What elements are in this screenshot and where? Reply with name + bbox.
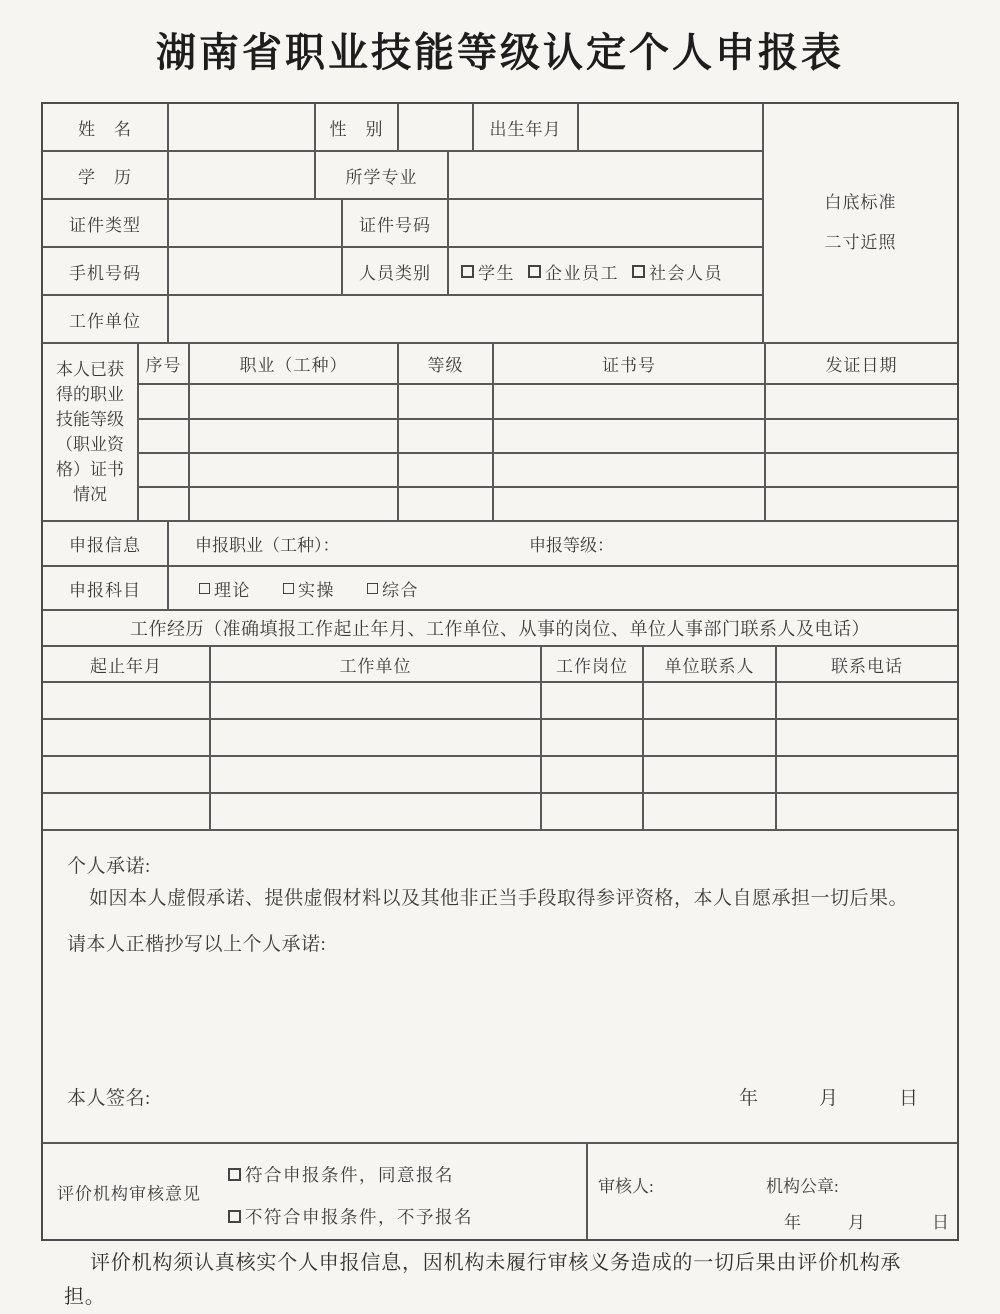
checkbox-theory-icon[interactable]	[199, 583, 210, 594]
cert-cell[interactable]	[398, 419, 493, 453]
application-info-label: 申报信息	[42, 521, 168, 566]
cert-cell[interactable]	[493, 419, 765, 453]
id-type-label: 证件类型	[42, 199, 168, 247]
education-label: 学 历	[42, 151, 168, 199]
cert-col-occupation: 职业（工种）	[189, 343, 398, 384]
gender-input-cell[interactable]	[398, 103, 473, 151]
signature-day-label: 日	[899, 1088, 919, 1109]
checkbox-employee-icon[interactable]	[528, 265, 541, 278]
work-history-banner: 工作经历（准确填报工作起止年月、工作单位、从事的岗位、单位人事部门联系人及电话）	[42, 610, 958, 646]
work-cell[interactable]	[210, 756, 541, 793]
work-col-position: 工作岗位	[541, 646, 643, 682]
person-type-label: 人员类别	[342, 247, 448, 295]
commitment-heading: 个人承诺:	[67, 856, 151, 877]
form-title: 湖南省职业技能等级认定个人申报表	[156, 31, 844, 75]
education-input-cell[interactable]	[168, 151, 315, 199]
birth-label: 出生年月	[473, 103, 578, 151]
commitment-box	[42, 830, 958, 1143]
phone-input-cell[interactable]	[168, 247, 342, 295]
work-cell[interactable]	[541, 793, 643, 830]
application-info-cell[interactable]	[168, 521, 958, 566]
person-type-option-public	[632, 259, 723, 284]
option-label: 符合申报条件，同意报名	[245, 1165, 454, 1185]
cert-cell[interactable]	[189, 384, 398, 419]
work-cell[interactable]	[643, 719, 776, 756]
checkbox-approve-icon[interactable]	[228, 1168, 241, 1181]
cert-cell[interactable]	[138, 419, 189, 453]
subject-option-comprehensive	[367, 576, 419, 601]
work-cell[interactable]	[42, 719, 210, 756]
person-type-option-employee	[528, 259, 619, 284]
review-year-label: 年	[784, 1213, 801, 1232]
id-type-input-cell[interactable]	[168, 199, 342, 247]
cert-cell[interactable]	[398, 487, 493, 521]
cert-cell[interactable]	[493, 487, 765, 521]
cert-cell[interactable]	[189, 487, 398, 521]
work-cell[interactable]	[643, 756, 776, 793]
cert-cell[interactable]	[189, 419, 398, 453]
work-cell[interactable]	[541, 682, 643, 719]
major-input-cell[interactable]	[448, 151, 763, 199]
person-type-options-cell	[448, 247, 763, 295]
major-label: 所学专业	[315, 151, 448, 199]
signature-year-label: 年	[739, 1088, 759, 1109]
photo-box	[763, 103, 958, 343]
review-left-cell	[42, 1143, 587, 1240]
work-cell[interactable]	[42, 682, 210, 719]
review-month-label: 月	[848, 1213, 865, 1232]
option-label: 实操	[298, 580, 335, 600]
work-cell[interactable]	[643, 793, 776, 830]
name-label: 姓 名	[42, 103, 168, 151]
work-col-employer: 工作单位	[210, 646, 541, 682]
work-cell[interactable]	[541, 719, 643, 756]
cert-cell[interactable]	[189, 453, 398, 487]
phone-label: 手机号码	[42, 247, 168, 295]
work-cell[interactable]	[42, 756, 210, 793]
work-cell[interactable]	[776, 719, 958, 756]
review-label: 评价机构审核意见	[57, 1184, 201, 1203]
person-type-option-student	[461, 259, 515, 284]
birth-input-cell[interactable]	[578, 103, 763, 151]
cert-cell[interactable]	[138, 487, 189, 521]
checkbox-comprehensive-icon[interactable]	[367, 583, 378, 594]
checkbox-public-icon[interactable]	[632, 265, 645, 278]
cert-cell[interactable]	[138, 453, 189, 487]
certificates-section-label: 本人已获得的职业技能等级（职业资格）证书情况	[42, 343, 138, 521]
work-cell[interactable]	[42, 793, 210, 830]
cert-cell[interactable]	[765, 487, 958, 521]
checkbox-practical-icon[interactable]	[283, 583, 294, 594]
work-col-period: 起止年月	[42, 646, 210, 682]
subject-option-theory	[199, 576, 251, 601]
commitment-body: 如因本人虚假承诺、提供虚假材料以及其他非正当手段取得参评资格，本人自愿承担一切后果。	[89, 888, 909, 909]
subject-options-cell	[168, 566, 958, 610]
application-occupation-label: 申报职业（工种）：	[195, 536, 340, 555]
review-day-label: 日	[932, 1213, 949, 1232]
cert-cell[interactable]	[138, 384, 189, 419]
option-label: 综合	[382, 580, 419, 600]
review-option-approve	[228, 1162, 454, 1187]
signature-label: 本人签名:	[67, 1088, 151, 1109]
reviewer-label: 审核人:	[598, 1177, 654, 1196]
work-cell[interactable]	[776, 682, 958, 719]
subject-option-practical	[283, 576, 335, 601]
photo-note-line2: 二寸近照	[824, 233, 897, 252]
cert-cell[interactable]	[765, 419, 958, 453]
work-cell[interactable]	[643, 682, 776, 719]
id-number-input-cell[interactable]	[448, 199, 763, 247]
cert-cell[interactable]	[398, 453, 493, 487]
cert-col-seq: 序号	[138, 343, 189, 384]
cert-cell[interactable]	[493, 384, 765, 419]
cert-cell[interactable]	[765, 384, 958, 419]
work-cell[interactable]	[210, 793, 541, 830]
option-label: 企业员工	[545, 263, 619, 283]
seal-label: 机构公章:	[766, 1177, 839, 1196]
option-label: 社会人员	[649, 263, 723, 283]
work-cell[interactable]	[210, 682, 541, 719]
work-cell[interactable]	[210, 719, 541, 756]
photo-note-line1: 白底标准	[824, 193, 897, 212]
work-cell[interactable]	[541, 756, 643, 793]
option-label: 不符合申报条件，不予报名	[245, 1207, 473, 1227]
checkbox-reject-icon[interactable]	[228, 1210, 241, 1223]
work-col-phone: 联系电话	[776, 646, 958, 682]
work-col-contact: 单位联系人	[643, 646, 776, 682]
subject-label: 申报科目	[42, 566, 168, 610]
name-input-cell[interactable]	[168, 103, 315, 151]
cert-col-date: 发证日期	[765, 343, 958, 384]
cert-col-level: 等级	[398, 343, 493, 384]
id-number-label: 证件号码	[342, 199, 448, 247]
footnote: 评价机构须认真核实个人申报信息，因机构未履行审核义务造成的一切后果由评价机构承担。	[64, 1252, 902, 1308]
work-cell[interactable]	[776, 756, 958, 793]
option-label: 理论	[214, 580, 251, 600]
cert-cell[interactable]	[398, 384, 493, 419]
signature-month-label: 月	[819, 1088, 839, 1109]
review-option-reject	[228, 1204, 473, 1229]
option-label: 学生	[478, 263, 515, 283]
cert-col-number: 证书号	[493, 343, 765, 384]
gender-label: 性 别	[315, 103, 398, 151]
review-right-cell	[587, 1143, 958, 1240]
checkbox-student-icon[interactable]	[461, 265, 474, 278]
application-level-label: 申报等级：	[529, 536, 614, 555]
work-cell[interactable]	[776, 793, 958, 830]
cert-cell[interactable]	[493, 453, 765, 487]
employer-input-cell[interactable]	[168, 295, 763, 343]
cert-cell[interactable]	[765, 453, 958, 487]
commitment-copy-instruction: 请本人正楷抄写以上个人承诺:	[67, 934, 327, 955]
employer-label: 工作单位	[42, 295, 168, 343]
